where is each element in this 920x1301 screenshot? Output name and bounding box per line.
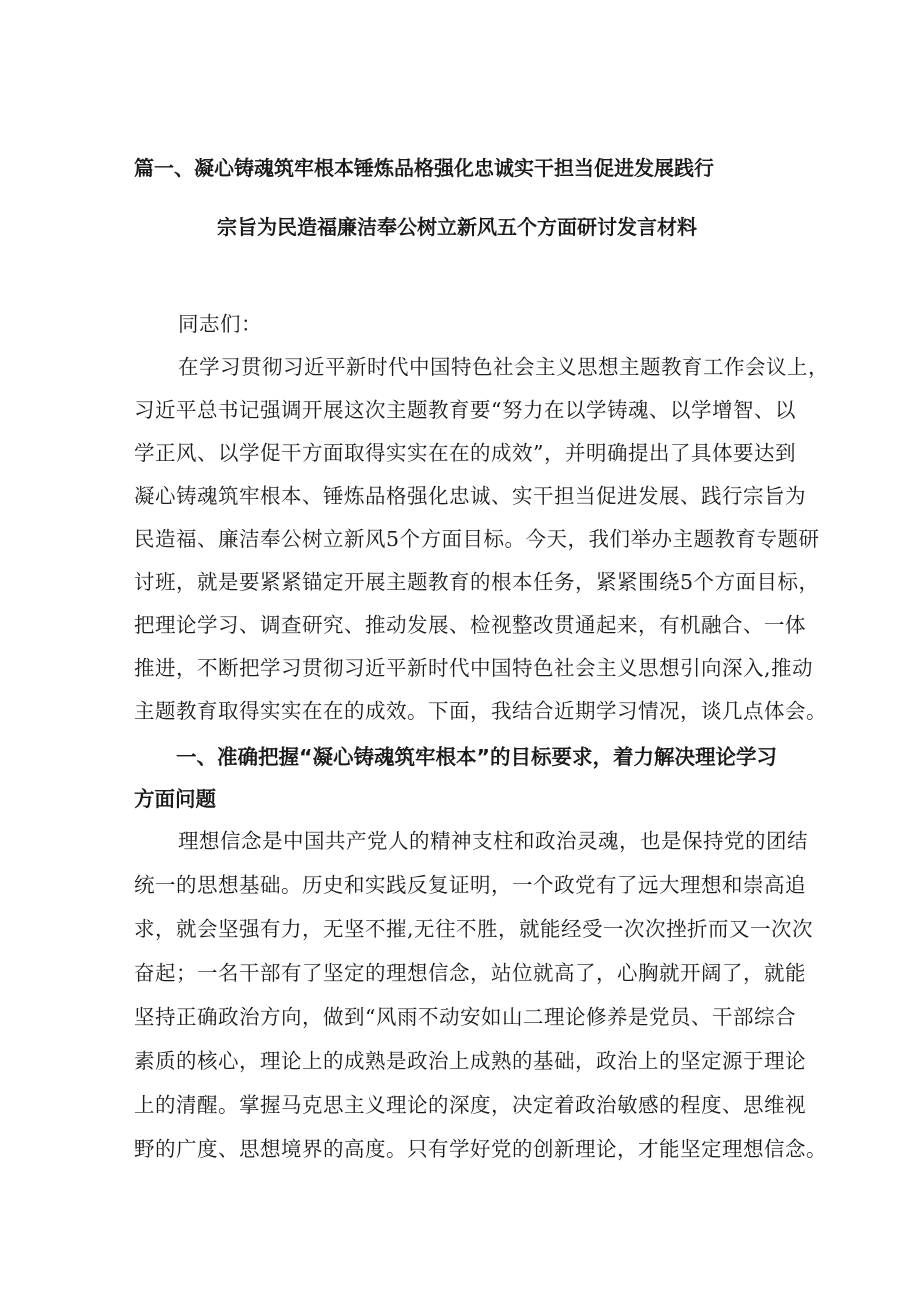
paragraph-2-line: 上的清醒。掌握马克思主义理论的深度，决定着政治敏感的程度、思维视 (134, 1093, 806, 1117)
salutation: 同志们： (178, 312, 262, 336)
paragraph-1-line: 凝心铸魂筑牢根本、锤炼品格强化忠诚、实干担当促进发展、践行宗旨为 (134, 484, 806, 508)
paragraph-1-line: 学正风、以学促干方面取得实实在在的成效”，并明确提出了具体要达到 (134, 441, 796, 465)
paragraph-1-line: 主题教育取得实实在在的成效。下面，我结合近期学习情况，谈几点体会。 (134, 699, 827, 723)
paragraph-2-line: 统一的思想基础。历史和实践反复证明，一个政党有了远大理想和崇高追 (134, 873, 806, 897)
paragraph-1-line: 民造福、廉洁奉公树立新风5个方面目标。今天，我们举办主题教育专题研 (134, 527, 820, 551)
paragraph-2-line: 坚持正确政治方向，做到“风雨不动安如山二理论修养是党员、干部综合 (134, 1005, 796, 1029)
section-heading-line: 一、准确把握“凝心铸魂筑牢根本”的目标要求，着力解决理论学习 (176, 745, 777, 769)
paragraph-2-line: 理想信念是中国共产党人的精神支柱和政治灵魂，也是保持党的团结 (178, 829, 808, 853)
paragraph-1-line: 在学习贯彻习近平新时代中国特色社会主义思想主题教育工作会议上， (178, 355, 829, 379)
paragraph-2-line: 素质的核心，理论上的成熟是政治上成熟的基础，政治上的坚定源于理论 (134, 1049, 806, 1073)
document-title-line-2: 宗旨为民造福廉洁奉公树立新风五个方面研讨发言材料 (217, 215, 697, 239)
paragraph-2-line: 奋起；一名干部有了坚定的理想信念，站位就高了，心胸就开阔了，就能 (134, 961, 806, 985)
paragraph-1-line: 把理论学习、调查研究、推动发展、检视整改贯通起来，有机融合、一体 (134, 613, 806, 637)
paragraph-1-line: 讨班，就是要紧紧锚定开展主题教育的根本任务，紧紧围绕5个方面目标， (134, 570, 820, 594)
paragraph-1-line: 习近平总书记强调开展这次主题教育要“努力在以学铸魂、以学增智、以 (134, 398, 796, 422)
paragraph-1-line: 推进，不断把学习贯彻习近平新时代中国特色社会主义思想引向深入,推动 (134, 656, 814, 680)
section-heading-line: 方面问题 (134, 787, 216, 811)
paragraph-2-line: 野的广度、思想境界的高度。只有学好党的创新理论，才能坚定理想信念。 (134, 1137, 827, 1161)
document-title-line-1: 篇一、凝心铸魂筑牢根本锤炼品格强化忠诚实干担当促进发展践行 (134, 156, 714, 180)
paragraph-2-line: 求，就会坚强有力，无坚不摧,无往不胜，就能经受一次次挫折而又一次次 (134, 917, 814, 941)
